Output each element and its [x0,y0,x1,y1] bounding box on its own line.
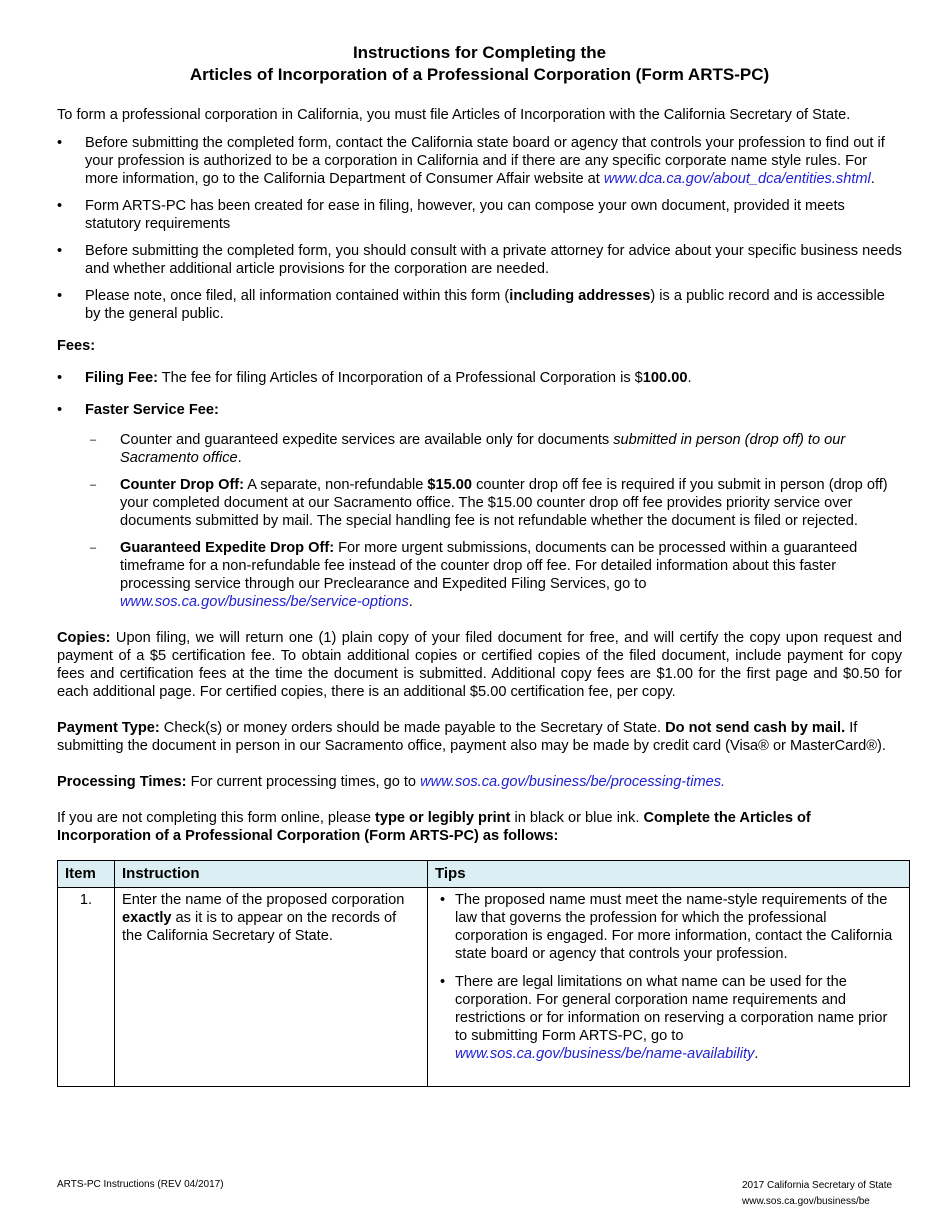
processing-label: Processing Times: [57,774,187,790]
instruction-text-2: as it is to appear on the records of the California Secretary of State. [122,910,397,944]
completion-bold-1: type or legibly print [375,810,511,826]
instruction-cell [115,888,428,1087]
table-header-row [58,861,910,888]
tips-list [435,891,902,1063]
footer-form-id: ARTS-PC Instructions (REV 04/2017) [57,1179,224,1190]
dash-italic: submitted in person (drop off) to our Sacramento office [120,432,846,466]
copies-paragraph [57,629,902,701]
instruction-table [57,860,910,1087]
list-item [57,476,902,530]
list-item: • Before submitting the completed form, contact the California state board or agency that controls your profession to find out if your profession is authorized to be a corporation in California and if there are any specific corporate name style rules. For more information, go to the California Department of Consumer Affair website at www.dca.ca.gov/about_dca/entities.shtml. [57,134,902,188]
copies-label: Copies: [57,630,111,646]
counter-fee-amount: $15.00 [427,477,473,493]
title-line-1: Instructions for Completing the [352,43,607,62]
requirements-list [57,134,902,323]
dash-text: Counter and guaranteed expedite services are available only for documents [120,432,614,448]
bullet-bold: including addresses [509,288,651,304]
completion-bold-2: Complete the Articles of Incorporation of a Professional Corporation (Form ARTS-PC) as follows: [57,810,811,844]
tips-cell [428,888,910,1087]
dash-text: counter drop off fee is required if you submit in person (drop off) your completed document at our Sacramento office. The $15.00 counter drop off fee provides priority service over documents submitted by mail. The special handling fee is not refundable whether the document is filed or rejected. [120,477,888,529]
fees-heading: Fees: [57,338,96,354]
tip-item: • The proposed name must meet the name-style requirements of the law that governs the profession for which the professional corporation is engaged. For more information, contact the California state board or agency that controls your profession. [435,891,902,963]
footer-url: www.sos.ca.gov/business/be [742,1196,870,1207]
tip-text: There are legal limitations on what name can be used for the corporation. For general corporation name requirements and restrictions or for information on reserving a corporation name prior to submitting Form ARTS-PC, go to [455,974,888,1044]
copies-text: Upon filing, we will return one (1) plain copy of your filed document for free, and will certify the copy upon request and payment of a $5 certification fee. To obtain additional copies or certified copies of the filed document, include payment for copy fees and certification fees at the time the document is submitted. Additional copy fees are $1.00 for the first page and $0.50 for each additional page. For certified copies, there is an additional $5.00 certification fee, per copy. [57,630,902,700]
completion-paragraph [57,809,902,845]
list-item: – Counter and guaranteed expedite services are available only for documents submitted in person (drop off) to our Sacramento office. [57,431,902,467]
faster-service-item [57,401,902,419]
payment-label: Payment Type: [57,720,160,736]
footer-copyright: 2017 California Secretary of State [742,1180,893,1191]
bullet-text: Please note, once filed, all information contained within this form ( [85,288,510,304]
dca-link[interactable]: www.dca.ca.gov/about_dca/entities.shtml [603,171,871,187]
title-line-2: Articles of Incorporation of a Professional Corporation (Form ARTS-PC) [189,65,770,84]
table-row [58,888,910,1087]
list-item: – Guaranteed Expedite Drop Off: For more urgent submissions, documents can be processed within a guaranteed timeframe for a non-refundable fee instead of the counter drop off fee. For detailed information about this faster processing service through our Preclearance and Expedited Filing Services, go to www.sos.ca.gov/business/be/service-options. [57,539,902,611]
bullet-text: ) is a public record and is accessible by the general public. [85,288,885,322]
list-item: • Before submitting the completed form, you should consult with a private attorney for advice about your specific business needs and whether additional article provisions for the corporation are needed. [57,242,902,278]
payment-bold: Do not send cash by mail. [665,720,846,736]
name-availability-link[interactable]: www.sos.ca.gov/business/be/name-availability [455,1046,755,1062]
payment-text-2: If submitting the document in person in our Sacramento office, payment also may be made by credit card (Visa® or MasterCard®). [57,720,886,754]
instruction-text: Enter the name of the proposed corporation [122,892,405,908]
header-instruction: Instruction [115,861,428,888]
counter-drop-off-label: Counter Drop Off: [120,477,245,493]
processing-times-link[interactable]: www.sos.ca.gov/business/be/processing-times. [420,774,726,790]
faster-service-list [57,431,902,611]
processing-text: For current processing times, go to [186,774,421,790]
footer-credit [742,1178,892,1210]
item-number: 1. [58,888,115,1087]
header-tips: Tips [428,861,910,888]
list-item: • Form ARTS-PC has been created for ease in filing, however, you can compose your own document, provided it meets statutory requirements [57,197,902,233]
filing-fee-item: • Filing Fee: The fee for filing Articles of Incorporation of a Professional Corporation is $100.00. [57,369,902,387]
header-item: Item [58,861,115,888]
completion-text-2: in black or blue ink. [510,810,644,826]
payment-paragraph [57,719,902,755]
processing-paragraph [57,773,902,791]
page-title [57,42,902,86]
instruction-bold: exactly [122,910,172,926]
tip-item: • There are legal limitations on what name can be used for the corporation. For general corporation name requirements and restrictions or for information on reserving a corporation name prior to submitting Form ARTS-PC, go to www.sos.ca.gov/business/be/name-availability. [435,973,902,1063]
payment-text: Check(s) or money orders should be made payable to the Secretary of State. [159,720,666,736]
intro-paragraph: To form a professional corporation in California, you must file Articles of Incorporation with the California Secretary of State. [57,107,851,123]
dash-text: A separate, non-refundable [244,477,428,493]
bullet-text: Before submitting the completed form, contact the California state board or agency that controls your profession to find out if your profession is authorized to be a corporation in California and if there are any specific corporate name style rules. For more information, go to the California Department of Consumer Affair website at [85,135,885,187]
expedite-label: Guaranteed Expedite Drop Off: [120,540,335,556]
filing-fee-amount: 100.00 [642,370,688,386]
list-item [57,287,902,323]
filing-fee-text: The fee for filing Articles of Incorporation of a Professional Corporation is $ [157,370,643,386]
completion-text: If you are not completing this form online, please [57,810,375,826]
filing-fee-label: Filing Fee: [85,370,158,386]
faster-service-label: Faster Service Fee: [85,402,219,418]
service-options-link[interactable]: www.sos.ca.gov/business/be/service-options [120,594,409,610]
document-page [57,42,902,1087]
dash-text: For more urgent submissions, documents can be processed within a guaranteed timeframe for a non-refundable fee instead of the counter drop off fee. For detailed information about this faster processing service through our Preclearance and Expedited Filing Services, go to [120,540,858,592]
